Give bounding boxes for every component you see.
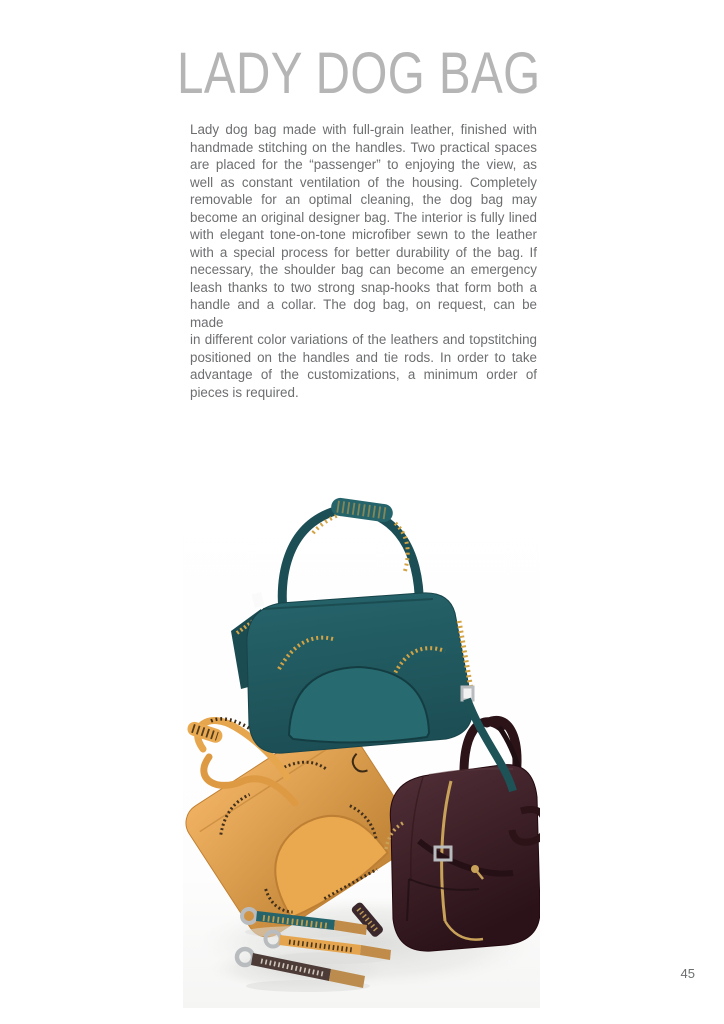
product-description: Lady dog bag made with full-grain leather, finished with handmade stitching on the handles. Two practical spaces are placed for the “passenger” to enjoying the view, as well as constant ventilation of the housing. Completely removable for an optimal cleaning, the dog bag may become an original designer bag. The interior is fully lined with elegant tone-on-tone microfiber sewn to the leather with a special process for better durability of the bag. If necessary, the shoulder bag can become an emergency leash thanks to two strong snap-hooks that form both a handle and a collar. The dog bag, on request, can be made in different color variations of the leathers and topstitching positioned on the handles and tie rods. In order to take advantage of the customizations, a minimum order of pieces is required. — [190, 122, 537, 400]
silver-buckle — [462, 687, 473, 700]
dog-bags-illustration — [183, 481, 540, 1008]
product-photo — [183, 481, 540, 1008]
page-number: 45 — [680, 966, 695, 981]
page-title: LADY DOG BAG — [177, 41, 541, 106]
